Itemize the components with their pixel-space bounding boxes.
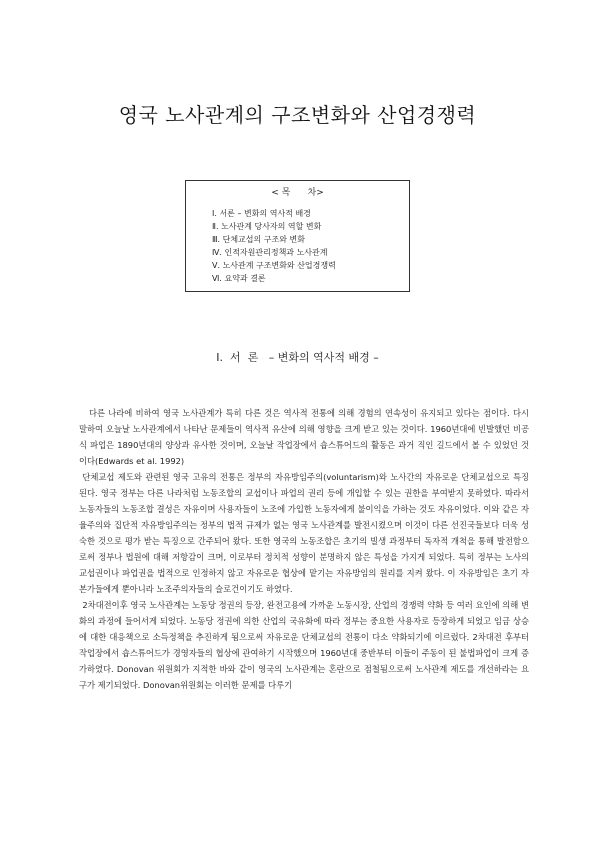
toc-item-5: Ⅴ. 노사관계 구조변화와 산업경쟁력 [212, 261, 336, 270]
paragraph-1: 다른 나라에 비하여 영국 노사관계가 특히 다른 것은 역사적 전통에 의해 경험의 연속성이 유지되고 있다는 점이다. 다시 말하여 오늘날 노사관계에서 나타난 문제들이 역사적 유산에 의해 영향을 크게 받고 있는 것이다. 1960년대에 빈발했던 비공식 파업은 1890년대의 양상과 유사한 것이며, 오늘날 작업장에서 숍스튜어드의 활동은 과거 직인 길드에서 볼 수 있었던 것이다(Edwards et al. 1992) [79, 408, 529, 466]
toc-item-2: Ⅱ. 노사관계 당사자의 역할 변화 [212, 222, 322, 231]
toc-item-3: Ⅲ. 단체교섭의 구조와 변화 [212, 235, 305, 244]
page-title: 영국 노사관계의 구조변화와 산업경쟁력 [118, 103, 477, 127]
paragraph-2: 단체교섭 제도와 관련된 영국 고유의 전통은 정부의 자유방임주의(voluntarism)와 노사간의 자유로운 단체교섭으로 특징 된다. 영국 정부는 다른 나라처럼 노동조합의 교섭이나 파업의 권리 등에 개입할 수 있는 권한을 부여받지 못하였다. 따라서 노동자들의 노동조합 결성은 자유이며 사용자들이 노조에 가입한 노동자에게 불이익을 가하는 것도 자유이었다. 이와 같은 자율주의와 집단적 자유방임주의는 정부의 법적 규제가 없는 영국 노사관계를 발전시켰으며 이것이 다른 선진국들보다 더욱 성숙한 것으로 평가 받는 특징으로 간주되어 왔다. 또한 영국의 노동조합은 초기의 빌생 과정부터 독자적 개척을 통해 발전함으로써 정부나 법원에 대해 저항감이 크며, 이로부터 정치적 성향이 분명하지 않은 특성을 가지게 되었다. 특히 정부는 노사의 교섭권이나 파업권을 법적으로 인정하지 않고 자유로운 협상에 맡기는 자유방임의 원리를 지켜 왔다. 이 자유방임은 초기 자본가들에게 뿐아니라 노조주의자들의 슬로건이기도 하였다. [79, 472, 529, 594]
toc-item-1: Ⅰ. 서론 – 변화의 역사적 배경 [212, 209, 311, 218]
toc-heading: < 목 차> [271, 188, 324, 198]
toc-list [212, 207, 336, 285]
toc-item-6: Ⅵ. 요약과 결론 [212, 274, 266, 283]
table-of-contents [185, 180, 410, 292]
paragraph-3: 2차대전이후 영국 노사관계는 노동당 정권의 등장, 완전고용에 가까운 노동시장, 산업의 경쟁력 약화 등 여러 요인에 의해 변화의 과정에 들어서게 되었다. 노동당 정권에 의한 산업의 국유화에 따라 정부는 중요한 사용자로 등장하게 되었고 임금 상승에 대한 대응책으로 소득정책을 추진하게 됨으로써 자유로운 단체교섭의 전통이 다소 약화되기에 이르렀다. 2차대전 후부터 작업장에서 숍스튜어드가 경영자들의 협상에 관여하기 시작했으며 1960년대 중반부터 이들이 주동이 된 불법파업이 크게 증가하였다. Donovan 위원회가 지적한 바와 같이 영국의 노사관계는 혼란으로 점철됨으로써 노사관계 제도를 개선하라는 요구가 제기되었다. Donovan위원회는 이러한 문제를 다루기 [79, 600, 529, 690]
body-text [79, 405, 529, 693]
section-heading: Ⅰ. 서 론 – 변화의 역사적 배경 – [216, 351, 379, 364]
toc-item-4: Ⅳ. 인적자원관리정책과 노사관계 [212, 248, 328, 257]
